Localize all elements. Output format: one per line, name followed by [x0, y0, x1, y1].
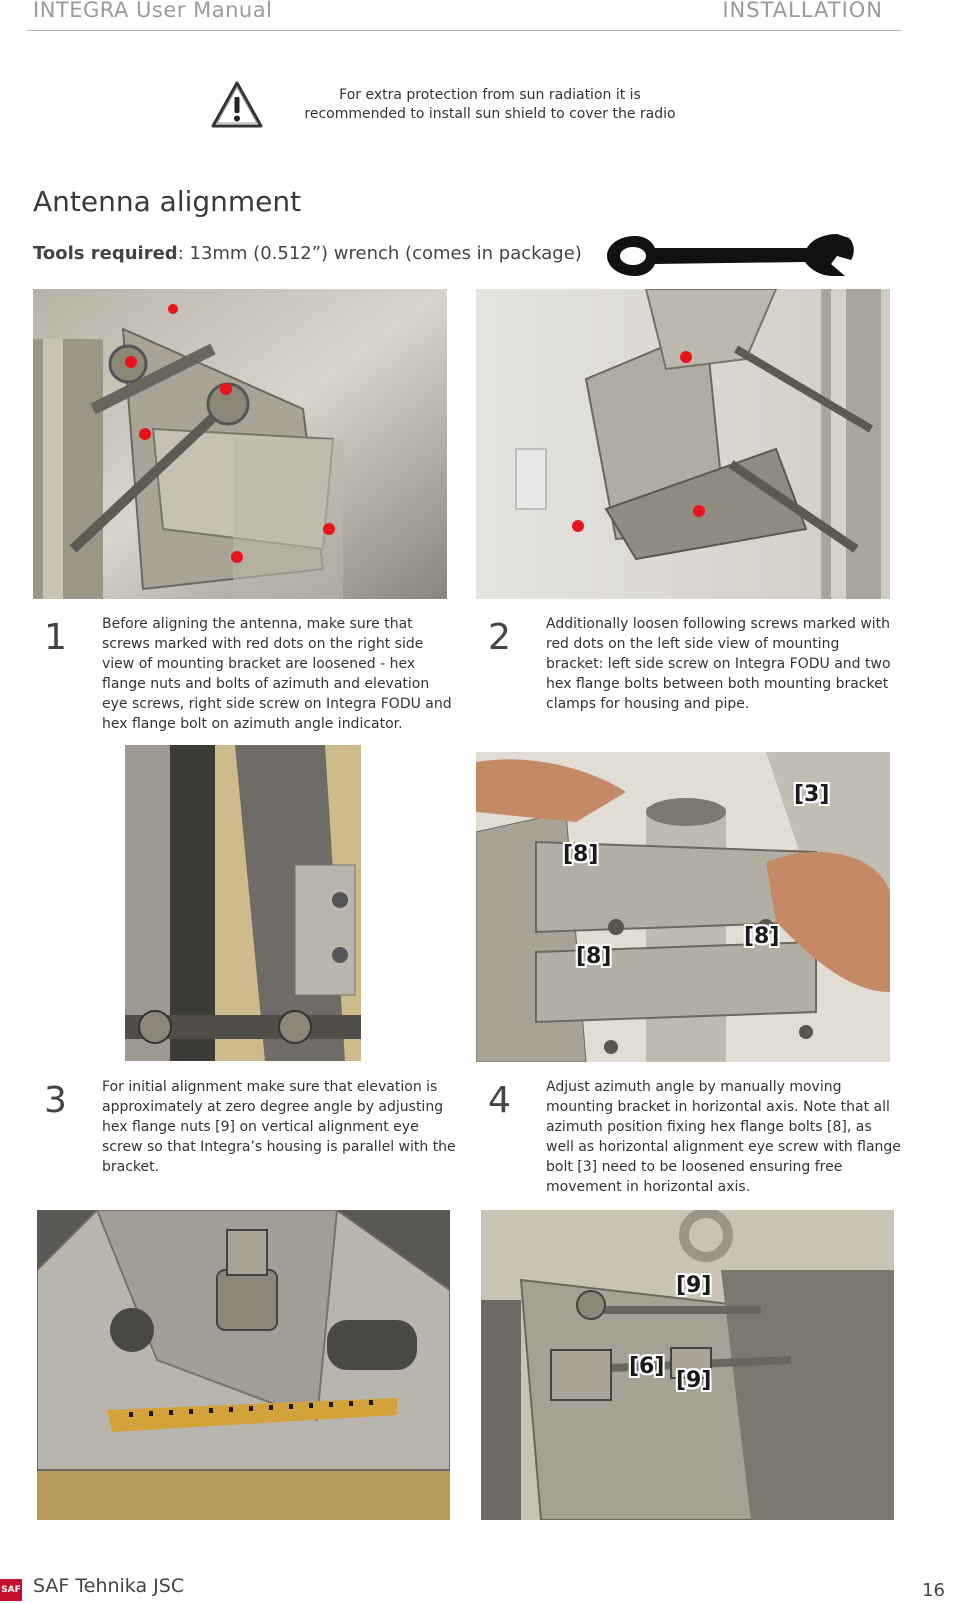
- step-2-text: Additionally loosen following screws marked with red dots on the left side view of mounting bracket: left side screw on Integra FODU and two hex flange bolts between both mounting bracket clamps for housing and pipe.: [546, 616, 891, 712]
- step-1-number: 1: [44, 617, 67, 658]
- label-hex-nut-9-a: [9]: [676, 1273, 712, 1298]
- header-section: INSTALLATION: [722, 0, 883, 22]
- warning-text: [285, 86, 695, 124]
- tools-label: Tools required: [33, 243, 178, 264]
- step-1-text: Before aligning the antenna, make sure that screws marked with red dots on the right side view of mounting bracket are loosened - hex flange nuts and bolts of azimuth and elevation eye screws, right side screw on Integra FODU and hex flange bolt on azimuth angle indicator.: [102, 616, 452, 732]
- saf-logo-icon: SAF: [0, 1579, 22, 1601]
- step-4-text: Adjust azimuth angle by manually moving mounting bracket in horizontal axis. Note that all azimuth position fixing hex flange bolts [8], as well as horizontal alignment eye screw with flange bolt [3] need to be loosened ensuring free movement in horizontal axis.: [546, 1079, 901, 1195]
- step-3-text: For initial alignment make sure that elevation is approximately at zero degree angle by adjusting hex flange nuts [9] on vertical alignment eye screw so that Integra’s housing is parallel with the bracket.: [102, 1079, 456, 1175]
- warning-line-2: recommended to install sun shield to cover the radio: [304, 106, 676, 122]
- warning-line-1: For extra protection from sun radiation it is: [339, 87, 641, 103]
- label-hex-bolt-8-c: [8]: [744, 924, 780, 949]
- header-divider: [27, 30, 902, 31]
- step-2-number: 2: [488, 617, 511, 658]
- label-hex-bolt-8-b: [8]: [576, 944, 612, 969]
- tools-required: [33, 243, 582, 264]
- photo-elevation-side: [125, 745, 361, 1061]
- wrench-icon: [605, 232, 857, 280]
- label-hex-bolt-8-a: [8]: [563, 842, 599, 867]
- photo-left-side-bracket: [476, 289, 890, 599]
- photo-right-side-bracket: [33, 289, 447, 599]
- header-title: INTEGRA User Manual: [33, 0, 273, 22]
- label-flange-bolt-3: [3]: [794, 782, 830, 807]
- tools-text: : 13mm (0.512”) wrench (comes in package): [177, 243, 582, 264]
- step-4-number: 4: [488, 1080, 511, 1121]
- section-title: Antenna alignment: [33, 185, 302, 218]
- warning-triangle-icon: [210, 80, 264, 130]
- page-number: 16: [922, 1580, 945, 1601]
- step-3-number: 3: [44, 1080, 67, 1121]
- photo-azimuth-indicator: [37, 1210, 450, 1520]
- label-hex-nut-9-b: [9]: [676, 1368, 712, 1393]
- label-bolt-6: [6]: [629, 1354, 665, 1379]
- footer-company: SAF Tehnika JSC: [33, 1575, 185, 1597]
- photo-azimuth-adjust: [476, 752, 890, 1062]
- photo-elevation-eye-screw: [481, 1210, 894, 1520]
